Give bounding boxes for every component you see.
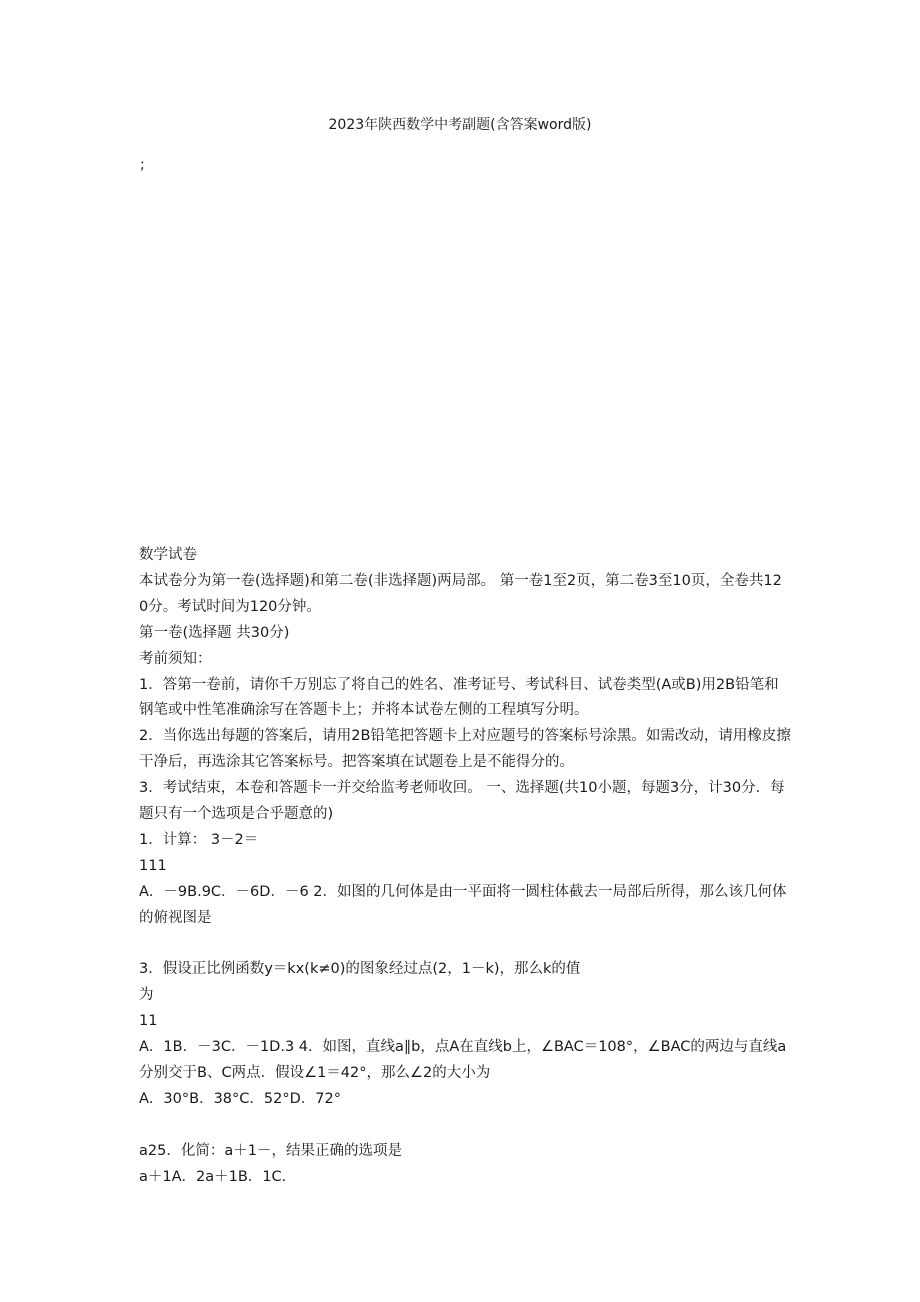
blank-line — [139, 932, 791, 958]
question-4-options: A．30°B．38°C．52°D．72° — [139, 1091, 341, 1108]
notice-item-2: 2．当你选出每题的答案后，请用2B铅笔把答题卡上对应题号的答案标号涂黑。如需改动，请用橡皮擦干净后，再选涂其它答案标号。把答案填在试题卷上是不能得分的。 — [139, 728, 791, 771]
question-1-fraction-row: 111 — [139, 857, 167, 874]
document-body — [139, 543, 791, 1191]
question-5-options: a＋1A．2a＋1B．1C. — [139, 1168, 287, 1185]
question-1-options: A．－9B.9C．－6D．－6 2．如图的几何体是由一平面将一圆柱体截去一局部后所得，那么该几何体的俯视图是 — [139, 883, 787, 926]
heading-exam: 数学试卷 — [139, 547, 197, 563]
paragraph-intro: 本试卷分为第一卷(选择题)和第二卷(非选择题)两局部。 第一卷1至2页，第二卷3至10页，全卷共120分。考试时间为120分钟。 — [139, 572, 782, 615]
question-3: 3．假设正比例函数y＝kx(k≠0)的图象经过点(2，1－k)，那么k的值 — [139, 961, 581, 978]
question-3-options: A．1B．－3C．－1D.3 4．如图，直线a∥b，点A在直线b上，∠BAC＝108°，∠BAC的两边与直线a分别交于B、C两点．假设∠1＝42°，那么∠2的大小为 — [139, 1039, 787, 1082]
semicolon-marker: ; — [140, 157, 145, 173]
question-3-continued: 为 — [139, 987, 154, 1004]
notice-item-3: 3．考试结束，本卷和答题卡一并交给监考老师收回。 一、选择题(共10小题，每题3分，计30分．每题只有一个选项是合乎题意的) — [139, 780, 785, 823]
notice-heading: 考前须知： — [139, 650, 212, 667]
section-heading: 第一卷(选择题 共30分) — [139, 624, 290, 641]
question-3-fraction-row: 11 — [139, 1013, 158, 1030]
notice-item-1: 1．答第一卷前，请你千万别忘了将自己的姓名、准考证号、考试科目、试卷类型(A或B)用2B铅笔和钢笔或中性笔准确涂写在答题卡上；并将本试卷左侧的工程填写分明。 — [139, 676, 779, 719]
question-1: 1．计算： 3－2＝ — [139, 831, 259, 848]
question-5: a25．化简：a＋1－，结果正确的选项是 — [139, 1142, 402, 1159]
document-title: 2023年陕西数学中考副题(含答案word版) — [328, 117, 592, 133]
blank-line — [139, 1113, 791, 1139]
